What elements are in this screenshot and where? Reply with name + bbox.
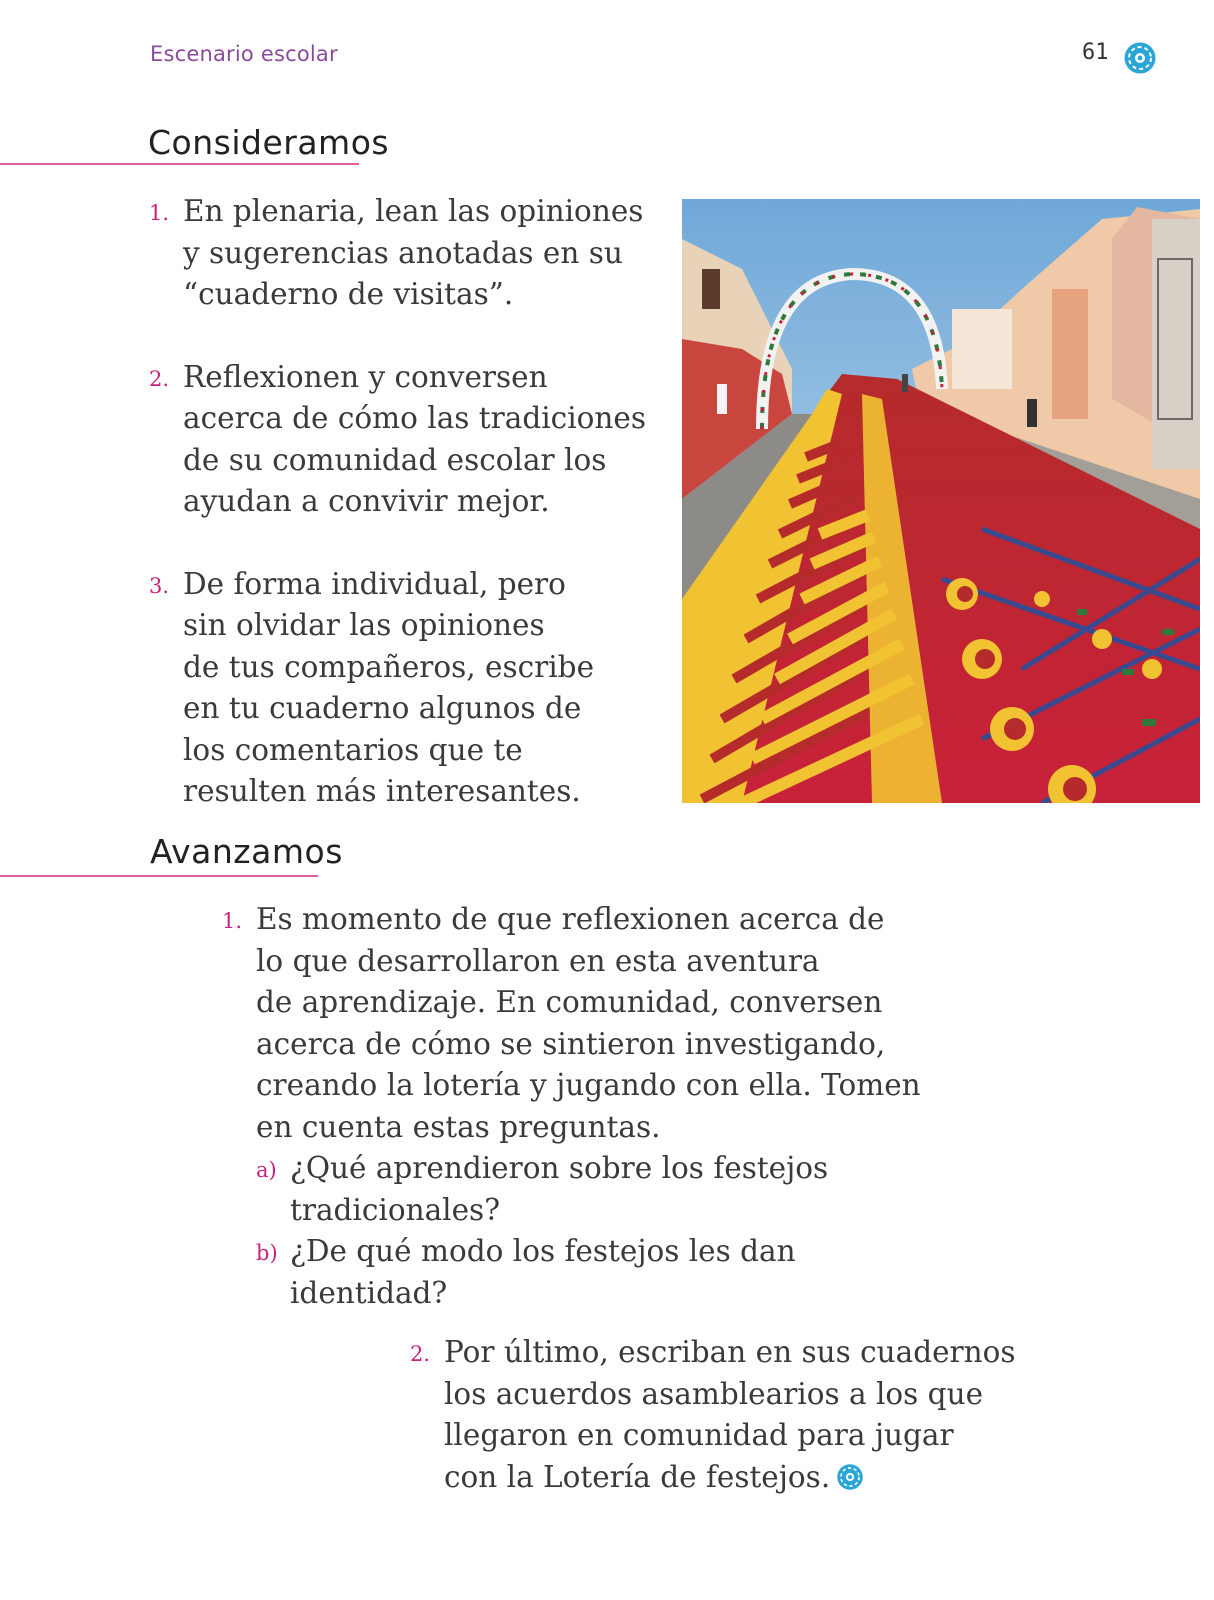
item-text: ayudan a convivir mejor. [183,484,550,518]
item-text: de aprendizaje. En comunidad, conversen [256,985,883,1019]
item-text: en cuenta estas preguntas. [256,1109,661,1144]
item-text: de tus compañeros, escribe [183,649,595,684]
sub-item [256,1148,956,1231]
avanzamos-list-2 [410,1332,1084,1498]
consideramos-list [149,191,663,813]
list-item [149,191,663,316]
item-text: de su comunidad escolar los [183,442,607,477]
item-text: acerca de cómo se sintieron investigando, [256,1026,886,1061]
item-text: resulten más interesantes. [183,774,581,808]
item-text: “cuaderno de visitas”. [183,277,514,311]
item-text: en tu cuaderno algunos de [183,691,582,725]
item-number: 3. [149,573,170,598]
item-text-last-line [444,1457,1084,1499]
sawdust-carpet-photo [682,199,1200,803]
list-item [149,564,663,813]
item-text: llegaron en comunidad para jugar [444,1418,954,1452]
flower-emblem-icon [1123,41,1157,75]
item-text: creando la lotería y jugando con ella. Tomen [256,1068,921,1102]
section-title-avanzamos: Avanzamos [150,832,343,871]
item-text: En plenaria, lean las opiniones [183,194,644,228]
section-rule [0,163,359,165]
sub-item-text: ¿De qué modo los festejos les dan [290,1234,796,1268]
item-text: acerca de cómo las tradiciones [183,401,646,435]
sub-item-text: ¿Qué aprendieron sobre los festejos [290,1151,829,1185]
section-rule [0,875,318,877]
item-number: 2. [410,1342,431,1366]
item-number: 1. [222,909,243,933]
list-item [149,357,663,523]
item-text: los acuerdos asamblearios a los que [444,1376,984,1411]
item-text: con la Lotería de festejos. [444,1459,831,1494]
item-text: Es momento de que reflexionen acerca de [256,902,885,936]
item-text: sin olvidar las opiniones [183,608,545,642]
item-text: Por último, escriban en sus cuadernos [444,1335,1016,1369]
list-item [222,899,956,1314]
sub-item-text: tradicionales? [290,1192,501,1227]
item-text: lo que desarrollaron en esta aventura [256,943,820,978]
item-number: 1. [149,201,170,225]
item-text: Reflexionen y conversen [183,359,548,394]
page-number: 61 [1082,40,1109,65]
item-number: 2. [149,366,170,391]
flower-emblem-icon [836,1463,864,1491]
running-head: Escenario escolar [150,42,338,66]
item-text: los comentarios que te [183,732,523,767]
sub-item [256,1231,956,1314]
sub-item-label: a) [256,1158,277,1182]
sub-item-label: b) [256,1241,278,1265]
avanzamos-list-1 [222,899,956,1314]
sub-item-text: identidad? [290,1275,448,1310]
list-item [410,1332,1084,1498]
section-title-consideramos: Consideramos [148,123,390,162]
item-text: y sugerencias anotadas en su [183,235,623,270]
item-text: De forma individual, pero [183,566,566,601]
